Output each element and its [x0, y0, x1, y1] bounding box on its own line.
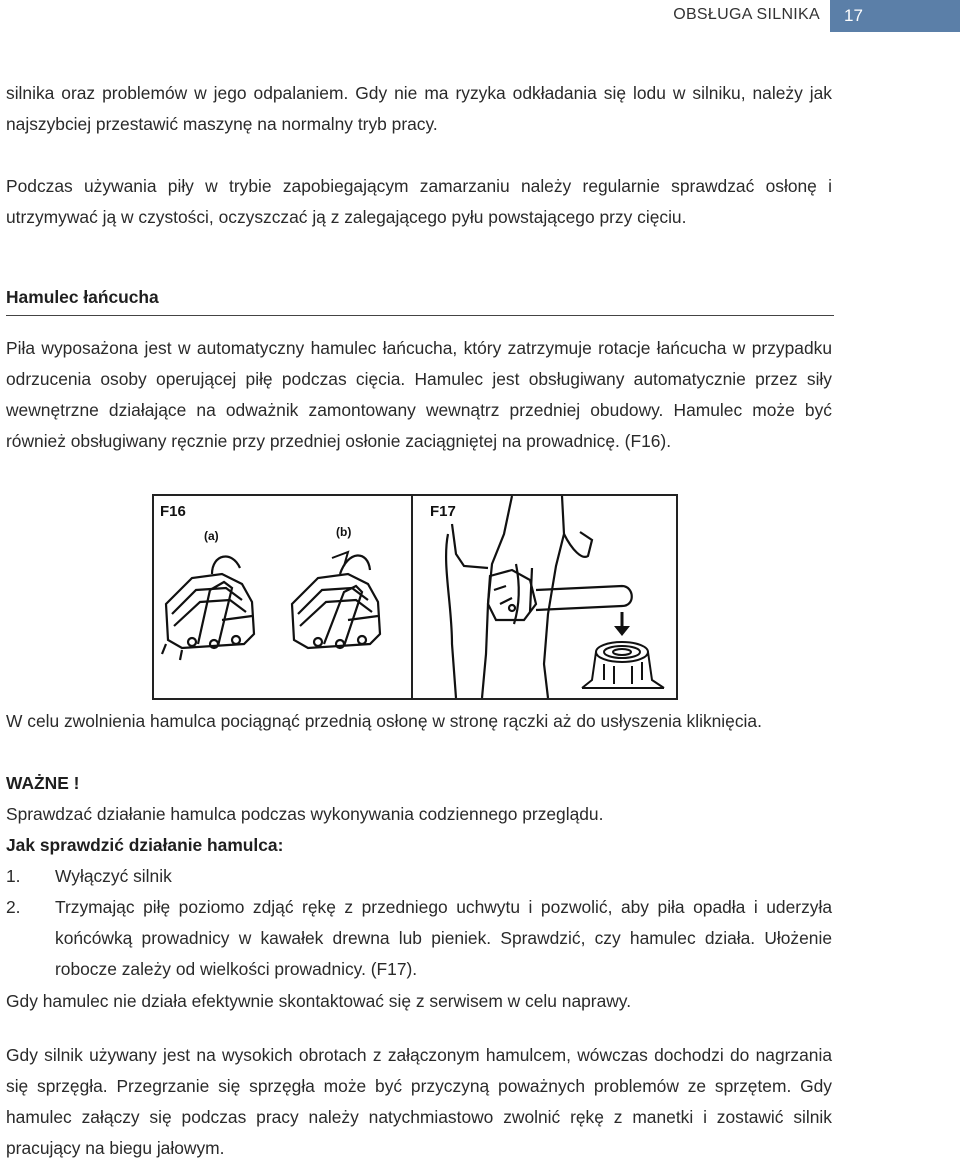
step-2-text: Trzymając piłę poziomo zdjąć rękę z przedniego uchwytu i pozwolić, aby piła opadła i uderzyła końcówką prowadnicy w kawałek drewna lub pieniek. Sprawdzić, czy hamulec działa. Ułożenie robocze zależy od wielkości prowadnicy. (F17). [55, 897, 832, 979]
page-header [0, 0, 960, 34]
paragraph-release-brake: W celu zwolnienia hamulca pociągnąć przednią osłonę w stronę rączki aż do usłyszenia kliknięcia. [6, 711, 762, 731]
step-2-number: 2. [6, 897, 21, 917]
step-1-number: 1. [6, 866, 21, 886]
important-label: WAŻNE ! [6, 773, 80, 793]
paragraph-chain-brake: Piła wyposażona jest w automatyczny hamulec łańcucha, który zatrzymuje rotacje łańcucha w przypadku odrzucenia osoby operującej piłę podczas cięcia. Hamulec jest obsługiwany automatycznie przez siły wewnętrzne działające na odważnik zamontowany wewnątrz przedniej obudowy. Hamulec może być również obsługiwany ręcznie przy przedniej osłonie zaciągniętej na prowadnicę. (F16). [6, 338, 832, 451]
f17-label: F17 [430, 503, 456, 520]
paragraph-service: Gdy hamulec nie działa efektywnie skontaktować się z serwisem w celu naprawy. [6, 991, 632, 1011]
paragraph-intro: silnika oraz problemów w jego odpalaniem. Gdy nie ma ryzyka odkładania się lodu w silniku, należy jak najszybciej przestawić maszynę na normalny tryb pracy. [6, 83, 832, 134]
illustration [152, 494, 678, 700]
figure-f16-f17 [152, 494, 678, 700]
step-1-text: Wyłączyć silnik [55, 866, 172, 886]
how-to-heading: Jak sprawdzić działanie hamulca: [6, 835, 284, 855]
paragraph-clutch-warning: Gdy silnik używany jest na wysokich obrotach z załączonym hamulcem, wówczas dochodzi do nagrzania się sprzęgła. Przegrzanie się sprzęgła może być przyczyną poważnych problemów ze sprzętem. Gdy hamulec załączy się podczas pracy należy natychmiastowo zwolnić rękę z manetki i zostawić silnik pracujący na biegu jałowym. [6, 1045, 832, 1158]
f16-sub-b: (b) [336, 525, 352, 539]
f16-sub-a: (a) [204, 529, 219, 543]
chapter-title: OBSŁUGA SILNIKA [673, 6, 820, 23]
section-heading-chain-brake: Hamulec łańcucha [6, 287, 159, 307]
page-number-badge: 17 [830, 0, 960, 32]
paragraph-daily-check: Sprawdzać działanie hamulca podczas wykonywania codziennego przeglądu. [6, 804, 604, 824]
section-divider [6, 315, 834, 316]
f16-label: F16 [160, 503, 186, 520]
paragraph-anti-freeze: Podczas używania piły w trybie zapobiegającym zamarzaniu należy regularnie sprawdzać osłonę i utrzymywać ją w czystości, oczyszczać ją z zalegającego pyłu powstającego przy cięciu. [6, 176, 832, 227]
